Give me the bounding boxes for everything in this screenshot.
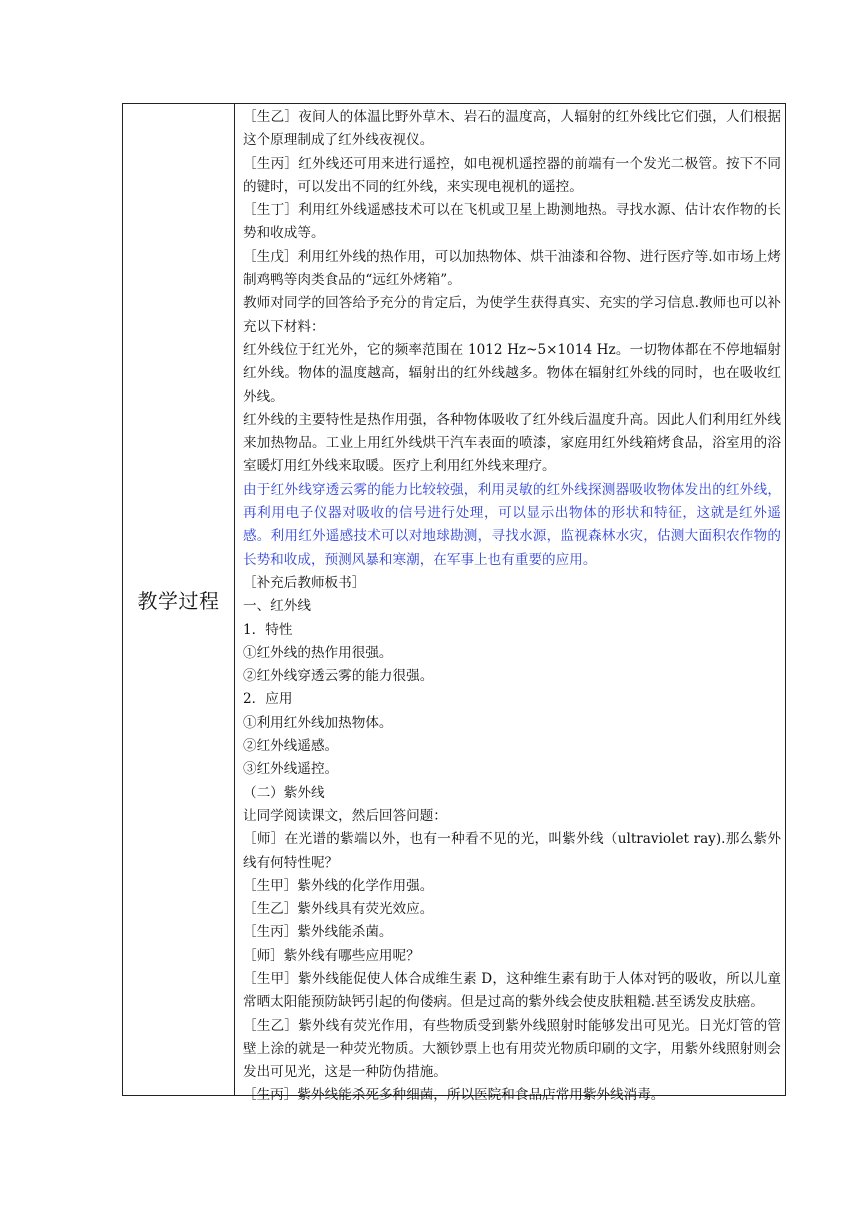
content-paragraph: ［生乙］紫外线具有荧光效应。 — [243, 901, 434, 918]
content-paragraph: ②红外线遥感。 — [243, 738, 339, 755]
content-paragraph: ［生甲］紫外线的化学作用强。 — [243, 877, 434, 894]
content-paragraph: ［生乙］夜间人的体温比野外草木、岩石的温度高，人辐射的红外线比它们强，人们根据这个原理制成了红外线夜视仪。 — [243, 109, 781, 149]
content-paragraph: 2．应用 — [243, 691, 293, 708]
content-paragraph: ［生丙］紫外线能杀死多种细菌，所以医院和食品店常用紫外线消毒。 — [243, 1087, 665, 1104]
content-paragraph: ［师］紫外线有哪些应用呢？ — [243, 947, 420, 964]
content-paragraph: 教师对同学的回答给予充分的肯定后，为使学生获得真实、充实的学习信息.教师也可以补充以下材料： — [243, 295, 781, 335]
content-paragraph: ［生乙］紫外线有荧光作用，有些物质受到紫外线照射时能够发出可见光。日光灯管的管壁上涂的就是一种荧光物质。大额钞票上也有用荧光物质印刷的文字，用紫外线照射则会发出可见光，这是一种防伪措施。 — [243, 1017, 781, 1081]
content-paragraph: ［师］在光谱的紫端以外，也有一种看不见的光，叫紫外线（ultraviolet ray).那么紫外线有何特性呢？ — [243, 831, 781, 871]
content-paragraph: ［生丙］紫外线能杀菌。 — [243, 924, 393, 941]
content-paragraph: （二）紫外线 — [243, 784, 325, 801]
content-paragraph: ②红外线穿透云雾的能力很强。 — [243, 668, 434, 685]
lesson-plan-table — [122, 103, 786, 1104]
content-paragraph: ［生丙］红外线还可用来进行遥控，如电视机遥控器的前端有一个发光二极管。按下不同的键时，可以发出不同的红外线，来实现电视机的遥控。 — [243, 155, 781, 195]
content-paragraph: ①红外线的热作用很强。 — [243, 644, 393, 661]
content-paragraph: 让同学阅读课文，然后回答问题： — [243, 807, 447, 824]
content-paragraph: 1．特性 — [243, 621, 293, 638]
content-paragraph: ［生甲］紫外线能促使人体合成维生素 D，这种维生素有助于人体对钙的吸收，所以儿童常晒太阳能预防缺钙引起的佝偻病。但是过高的紫外线会使皮肤粗糙.甚至诱发皮肤癌。 — [243, 970, 781, 1011]
section-label-cell — [123, 104, 235, 1095]
content-paragraph: 一、红外线 — [243, 598, 311, 615]
content-paragraph: 由于红外线穿透云雾的能力比较较强，利用灵敏的红外线探测器吸收物体发出的红外线，再利用电子仪器对吸收的信号进行处理，可以显示出物体的形状和特征，这就是红外遥感。利用红外遥感技术可以对地球勘测，寻找水源，监视森林水灾，估测大面积农作物的长势和收成，预测风暴和寒潮，在军事上也有重要的应用。 — [243, 481, 781, 568]
content-paragraph: 红外线的主要特性是热作用强，各种物体吸收了红外线后温度升高。因此人们利用红外线来加热物品。工业上用红外线烘干汽车表面的喷漆，家庭用红外线箱烤食品，浴室用的浴室暖灯用红外线来取暖。医疗上利用红外线来理疗。 — [243, 411, 781, 475]
content-paragraph: ［生丁］利用红外线遥感技术可以在飞机或卫星上勘测地热。寻找水源、估计农作物的长势和收成等。 — [243, 202, 781, 242]
content-paragraph: ［补充后教师板书］ — [243, 574, 366, 591]
content-paragraph: ③红外线遥控。 — [243, 761, 339, 778]
content-paragraph: ［生戊］利用红外线的热作用，可以加热物体、烘干油漆和谷物、进行医疗等.如市场上烤制鸡鸭等肉类食品的“远红外烤箱”。 — [243, 248, 781, 289]
content-cell — [235, 104, 785, 1104]
section-label: 教学过程 — [137, 589, 220, 613]
content-paragraph: 红外线位于红光外，它的频率范围在 1012 Hz~5×1014 Hz。一切物体都在不停地辐射红外线。物体的温度越高，辐射出的红外线越多。物体在辐射红外线的同时，也在吸收红外线。 — [243, 341, 781, 405]
content-paragraph: ①利用红外线加热物体。 — [243, 714, 393, 731]
